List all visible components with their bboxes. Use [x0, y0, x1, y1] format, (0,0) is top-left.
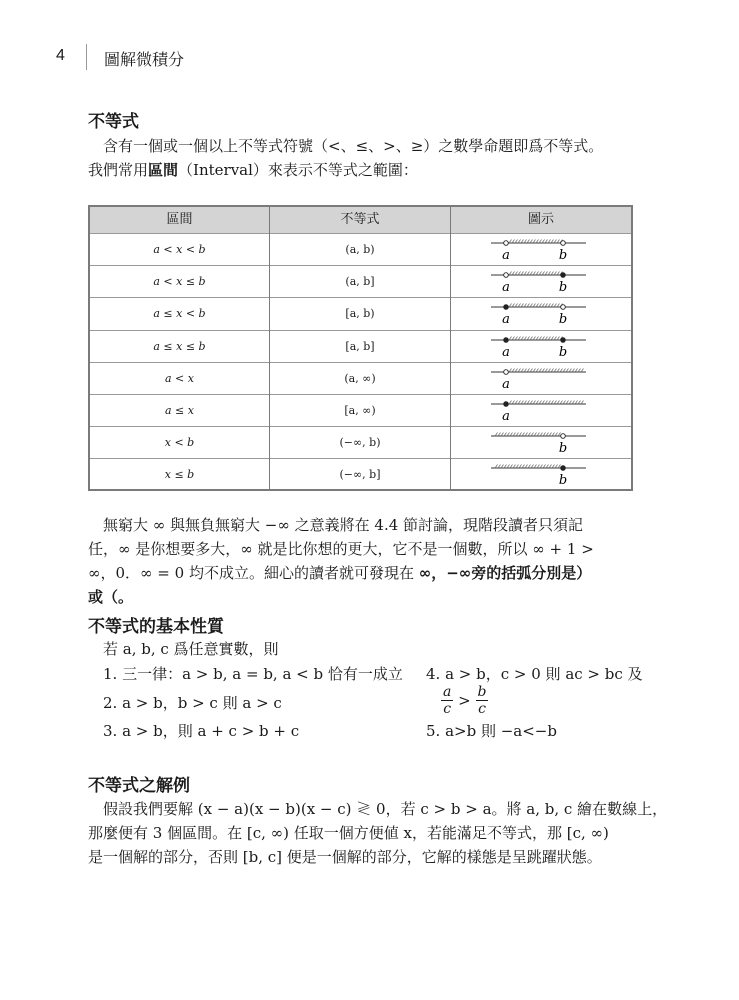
shading-hatch: [531, 433, 534, 437]
shading-hatch: [581, 368, 584, 372]
shading-hatch: [557, 336, 560, 340]
intro-line-2-b: （Interval）來表示不等式之範圍：: [178, 161, 418, 179]
shading-hatch: [524, 240, 527, 244]
shading-hatch: [548, 336, 551, 340]
shading-hatch: [551, 272, 554, 276]
shading-hatch: [542, 401, 545, 405]
infinity-line-3-bold: ∞，−∞旁的括弧分別是）: [418, 564, 592, 582]
right-endpoint-open: [561, 241, 566, 246]
intro-paragraph: [88, 134, 640, 182]
shading-hatch: [521, 304, 524, 308]
shading-hatch: [521, 240, 524, 244]
shading-hatch: [533, 272, 536, 276]
shading-hatch: [548, 240, 551, 244]
left-endpoint-label: a: [502, 312, 510, 328]
shading-hatch: [518, 304, 521, 308]
header-diagram: 圖示: [527, 212, 554, 227]
shading-hatch: [519, 465, 522, 469]
shading-hatch: [521, 336, 524, 340]
property-1: 1. 三一律：a > b, a = b, a < b 恰有一成立: [103, 665, 403, 683]
shading-hatch: [527, 401, 530, 405]
shading-hatch: [578, 401, 581, 405]
shading-hatch: [536, 304, 539, 308]
shading-hatch: [507, 465, 510, 469]
section-heading-solution: 不等式之解例: [88, 776, 190, 796]
shading-hatch: [528, 465, 531, 469]
shading-hatch: [533, 240, 536, 244]
shading-hatch: [543, 433, 546, 437]
shading-hatch: [524, 272, 527, 276]
shading-hatch: [510, 433, 513, 437]
shading-hatch: [557, 401, 560, 405]
left-endpoint-label: a: [502, 376, 510, 392]
table-row: [90, 233, 631, 265]
notation-cell: (a, ∞): [344, 371, 376, 385]
shading-hatch: [527, 304, 530, 308]
table-row: [90, 265, 631, 297]
shading-hatch: [542, 304, 545, 308]
right-endpoint-open: [561, 434, 566, 439]
shading-hatch: [524, 401, 527, 405]
notation-cell: (−∞, b): [339, 436, 381, 450]
shading-hatch: [531, 465, 534, 469]
shading-hatch: [554, 368, 557, 372]
interval-cell: a < x ≤ b: [153, 275, 206, 289]
right-endpoint-label: b: [558, 344, 568, 360]
shading-hatch: [512, 240, 515, 244]
page-number: 4: [56, 47, 65, 64]
shading-hatch: [536, 401, 539, 405]
infinity-line-1: 無窮大 ∞ 與無負無窮大 −∞ 之意義將在 4.4 節討論，現階段讀者只須記: [103, 516, 584, 534]
shading-hatch: [569, 401, 572, 405]
left-endpoint-closed: [504, 305, 509, 310]
shading-hatch: [549, 465, 552, 469]
shading-hatch: [560, 368, 563, 372]
shading-hatch: [498, 433, 501, 437]
shading-hatch: [533, 304, 536, 308]
intro-line-1: 含有一個或一個以上不等式符號（<、≤、>、≥）之數學命題即爲不等式。: [103, 137, 604, 155]
shading-hatch: [542, 336, 545, 340]
shading-hatch: [554, 304, 557, 308]
shading-hatch: [581, 401, 584, 405]
shading-hatch: [551, 336, 554, 340]
right-endpoint-open: [561, 305, 566, 310]
shading-hatch: [554, 272, 557, 276]
shading-hatch: [515, 272, 518, 276]
shading-hatch: [542, 272, 545, 276]
header-divider: [86, 44, 87, 70]
shading-hatch: [516, 465, 519, 469]
shading-hatch: [516, 433, 519, 437]
shading-hatch: [527, 336, 530, 340]
number-line-diagram: [451, 395, 631, 426]
notation-cell: [a, b): [345, 307, 375, 321]
shading-hatch: [530, 401, 533, 405]
left-endpoint-label: a: [502, 409, 510, 424]
right-endpoint-closed: [561, 337, 566, 342]
shading-hatch: [554, 240, 557, 244]
shading-hatch: [509, 240, 512, 244]
shading-hatch: [509, 304, 512, 308]
right-endpoint-label: b: [558, 248, 568, 263]
interval-cell: a ≤ x: [165, 404, 194, 417]
shading-hatch: [534, 433, 537, 437]
interval-cell: a ≤ x < b: [153, 307, 206, 321]
shading-hatch: [518, 368, 521, 372]
shading-hatch: [539, 272, 542, 276]
fraction-a-over-c: $\frac{a}{c}$: [443, 684, 452, 717]
shading-hatch: [569, 368, 572, 372]
shading-hatch: [513, 465, 516, 469]
shading-hatch: [551, 368, 554, 372]
shading-hatch: [572, 368, 575, 372]
shading-hatch: [575, 401, 578, 405]
shading-hatch: [504, 465, 507, 469]
table-row: [90, 458, 631, 490]
shading-hatch: [536, 240, 539, 244]
number-line-diagram: [451, 427, 631, 458]
number-line-diagram: [451, 298, 631, 329]
shading-hatch: [566, 401, 569, 405]
shading-hatch: [515, 401, 518, 405]
shading-hatch: [509, 401, 512, 405]
left-endpoint-label: a: [502, 344, 510, 360]
shading-hatch: [537, 465, 540, 469]
number-line-diagram: [451, 266, 631, 297]
book-title: 圖解微積分: [104, 50, 185, 69]
column-divider: [269, 207, 270, 489]
shading-hatch: [512, 336, 515, 340]
shading-hatch: [512, 304, 515, 308]
infinity-line-3-a: ∞，0．∞ = 0 均不成立。細心的讀者就可發現在: [88, 564, 419, 582]
shading-hatch: [546, 465, 549, 469]
intro-line-2: [88, 158, 640, 182]
shading-hatch: [521, 368, 524, 372]
shading-hatch: [518, 240, 521, 244]
shading-hatch: [551, 240, 554, 244]
shading-hatch: [545, 401, 548, 405]
left-endpoint-label: a: [502, 280, 510, 296]
number-line-diagram: [451, 331, 631, 362]
shading-hatch: [566, 368, 569, 372]
header-inequality: 不等式: [340, 212, 380, 227]
shading-hatch: [578, 368, 581, 372]
shading-hatch: [545, 336, 548, 340]
shading-hatch: [498, 465, 501, 469]
shading-hatch: [557, 304, 560, 308]
section-heading-inequality: 不等式: [88, 112, 139, 132]
right-endpoint-closed: [561, 273, 566, 278]
left-endpoint-closed: [504, 402, 509, 407]
shading-hatch: [563, 401, 566, 405]
infinity-line-3: [88, 561, 648, 585]
shading-hatch: [495, 465, 498, 469]
shading-hatch: [522, 465, 525, 469]
intro-line-2-a: 我們常用: [88, 161, 149, 179]
table-row: [90, 394, 631, 426]
shading-hatch: [542, 240, 545, 244]
shading-hatch: [557, 368, 560, 372]
shading-hatch: [495, 433, 498, 437]
shading-hatch: [530, 368, 533, 372]
shading-hatch: [555, 433, 558, 437]
number-line-diagram: [451, 459, 631, 490]
interval-cell: x < b: [164, 436, 195, 450]
right-endpoint-closed: [561, 466, 566, 471]
shading-hatch: [551, 304, 554, 308]
shading-hatch: [522, 433, 525, 437]
shading-hatch: [519, 433, 522, 437]
shading-hatch: [540, 465, 543, 469]
shading-hatch: [509, 336, 512, 340]
shading-hatch: [528, 433, 531, 437]
shading-hatch: [545, 240, 548, 244]
solution-line-2: 那麼便有 3 個區間。在 [c, ∞) 任取一個方便値 x，若能滿足不等式，那 [c, ∞): [88, 824, 609, 842]
solution-line-3: 是一個解的部分，否則 [b, c] 便是一個解的部分，它解的樣態是呈跳躍狀態。: [88, 848, 602, 866]
shading-hatch: [543, 465, 546, 469]
shading-hatch: [548, 401, 551, 405]
property-4: 4. a > b，c > 0 則 ac > bc 及: [426, 665, 643, 683]
shading-hatch: [540, 433, 543, 437]
shading-hatch: [521, 401, 524, 405]
shading-hatch: [548, 304, 551, 308]
shading-hatch: [548, 368, 551, 372]
shading-hatch: [527, 272, 530, 276]
shading-hatch: [539, 401, 542, 405]
left-endpoint-label: a: [502, 248, 510, 263]
shading-hatch: [539, 304, 542, 308]
number-line-diagram: [451, 234, 631, 265]
left-endpoint-open: [504, 241, 509, 246]
shading-hatch: [558, 433, 561, 437]
shading-hatch: [501, 465, 504, 469]
solution-line-1: 假設我們要解 (x − a)(x − b)(x − c) ≷ 0，若 c > b > a。將 a, b, c 繪在數線上，: [103, 800, 668, 818]
right-endpoint-label: b: [558, 441, 568, 457]
right-endpoint-label: b: [558, 312, 568, 328]
shading-hatch: [533, 336, 536, 340]
solution-paragraph: [88, 797, 668, 869]
shading-hatch: [525, 433, 528, 437]
column-divider: [450, 207, 451, 489]
shading-hatch: [560, 401, 563, 405]
shading-hatch: [524, 368, 527, 372]
right-endpoint-label: b: [558, 473, 568, 489]
shading-hatch: [504, 433, 507, 437]
shading-hatch: [530, 304, 533, 308]
shading-hatch: [518, 401, 521, 405]
shading-hatch: [572, 401, 575, 405]
left-endpoint-open: [504, 369, 509, 374]
shading-hatch: [509, 368, 512, 372]
notation-cell: (a, b): [345, 243, 375, 256]
shading-hatch: [524, 336, 527, 340]
shading-hatch: [527, 368, 530, 372]
header-interval: 區間: [166, 212, 193, 227]
interval-cell: a < x < b: [153, 243, 206, 256]
shading-hatch: [512, 272, 515, 276]
shading-hatch: [513, 433, 516, 437]
table-row: [90, 426, 631, 458]
infinity-paragraph: [88, 513, 648, 609]
shading-hatch: [536, 272, 539, 276]
shading-hatch: [546, 433, 549, 437]
shading-hatch: [512, 401, 515, 405]
right-endpoint-label: b: [558, 280, 568, 296]
shading-hatch: [521, 272, 524, 276]
table-header: [90, 207, 631, 234]
shading-hatch: [536, 336, 539, 340]
shading-hatch: [515, 240, 518, 244]
shading-hatch: [512, 368, 515, 372]
interval-table: [88, 205, 633, 491]
shading-hatch: [545, 304, 548, 308]
interval-cell: x ≤ b: [164, 468, 195, 482]
left-endpoint-open: [504, 273, 509, 278]
shading-hatch: [537, 433, 540, 437]
shading-hatch: [515, 304, 518, 308]
shading-hatch: [510, 465, 513, 469]
table-row: [90, 330, 631, 362]
shading-hatch: [515, 368, 518, 372]
shading-hatch: [563, 368, 566, 372]
infinity-line-2: 任，∞ 是你想要多大，∞ 就是比你想的更大，它不是一個數，所以 ∞ + 1 >: [88, 540, 594, 558]
shading-hatch: [554, 336, 557, 340]
properties-intro: 若 a, b, c 爲任意實數，則: [103, 640, 279, 658]
notation-cell: (−∞, b]: [339, 468, 381, 482]
shading-hatch: [542, 368, 545, 372]
shading-hatch: [534, 465, 537, 469]
shading-hatch: [545, 368, 548, 372]
shading-hatch: [552, 433, 555, 437]
shading-hatch: [518, 336, 521, 340]
shading-hatch: [575, 368, 578, 372]
interval-term: 區間: [148, 161, 179, 179]
shading-hatch: [530, 272, 533, 276]
shading-hatch: [539, 336, 542, 340]
notation-cell: [a, b]: [345, 339, 375, 353]
shading-hatch: [551, 401, 554, 405]
property-5: 5. a>b 則 −a<−b: [426, 722, 557, 740]
number-line-diagram: [451, 363, 631, 394]
table-row: [90, 297, 631, 329]
fraction-relation: >: [458, 691, 471, 710]
shading-hatch: [533, 401, 536, 405]
shading-hatch: [552, 465, 555, 469]
interval-cell: a ≤ x ≤ b: [153, 339, 206, 353]
property-4-fraction: [441, 684, 488, 717]
interval-cell: a < x: [165, 371, 194, 385]
shading-hatch: [515, 336, 518, 340]
shading-hatch: [539, 368, 542, 372]
property-3: 3. a > b，則 a + c > b + c: [103, 722, 300, 740]
infinity-line-4: 或（。: [88, 588, 134, 606]
shading-hatch: [530, 240, 533, 244]
shading-hatch: [525, 465, 528, 469]
shading-hatch: [530, 336, 533, 340]
shading-hatch: [507, 433, 510, 437]
shading-hatch: [518, 272, 521, 276]
shading-hatch: [548, 272, 551, 276]
fraction-b-over-c: $\frac{b}{c}$: [477, 684, 487, 717]
shading-hatch: [524, 304, 527, 308]
shading-hatch: [509, 272, 512, 276]
shading-hatch: [558, 465, 561, 469]
shading-hatch: [557, 272, 560, 276]
shading-hatch: [557, 240, 560, 244]
shading-hatch: [555, 465, 558, 469]
shading-hatch: [554, 401, 557, 405]
shading-hatch: [536, 368, 539, 372]
shading-hatch: [533, 368, 536, 372]
shading-hatch: [527, 240, 530, 244]
section-heading-properties: 不等式的基本性質: [88, 617, 224, 637]
page-header: [0, 0, 739, 80]
table-row: [90, 362, 631, 394]
shading-hatch: [545, 272, 548, 276]
shading-hatch: [501, 433, 504, 437]
left-endpoint-closed: [504, 337, 509, 342]
notation-cell: (a, b]: [345, 275, 375, 289]
notation-cell: [a, ∞): [344, 404, 376, 417]
shading-hatch: [549, 433, 552, 437]
property-2: 2. a > b，b > c 則 a > c: [103, 694, 282, 712]
shading-hatch: [539, 240, 542, 244]
